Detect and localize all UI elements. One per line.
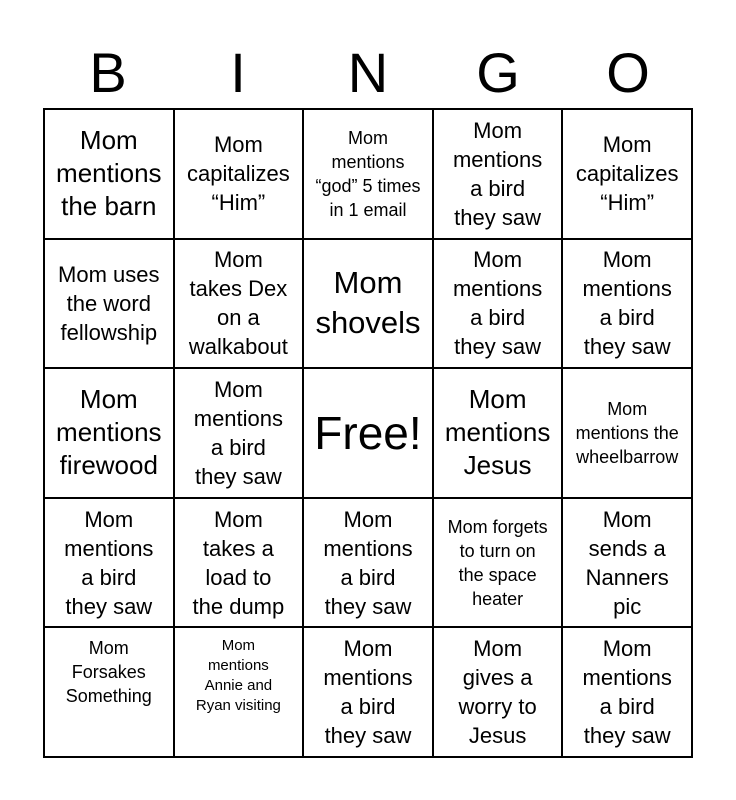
bingo-cell[interactable]: Mom mentions a bird they saw	[303, 627, 433, 757]
bingo-cell[interactable]: Mom mentions the barn	[44, 109, 174, 239]
bingo-cell[interactable]: Mom takes a load to the dump	[174, 498, 304, 628]
bingo-cell[interactable]: Mom mentions a bird they saw	[562, 627, 692, 757]
bingo-cell[interactable]: Mom mentions a bird they saw	[433, 109, 563, 239]
header-letter-n: N	[347, 41, 389, 104]
bingo-cell[interactable]: Mom mentions a bird they saw	[303, 498, 433, 628]
bingo-header	[43, 38, 693, 108]
bingo-cell[interactable]: Mom mentions “god” 5 times in 1 email	[303, 109, 433, 239]
bingo-grid	[43, 108, 693, 758]
header-letter-g: G	[476, 41, 520, 104]
bingo-cell[interactable]: Mom mentions a bird they saw	[433, 239, 563, 369]
bingo-cell[interactable]: Mom forgets to turn on the space heater	[433, 498, 563, 628]
header-letter-i: I	[230, 41, 246, 104]
bingo-cell[interactable]: Mom mentions a bird they saw	[174, 368, 304, 498]
header-letter-o: O	[606, 41, 650, 104]
bingo-cell[interactable]: Mom uses the word fellowship	[44, 239, 174, 369]
bingo-cell[interactable]: Mom mentions Jesus	[433, 368, 563, 498]
bingo-cell[interactable]: Mom mentions the wheelbarrow	[562, 368, 692, 498]
bingo-cell[interactable]: Mom mentions a bird they saw	[44, 498, 174, 628]
header-letter-b: B	[89, 41, 127, 104]
bingo-cell[interactable]: Mom capitalizes “Him”	[174, 109, 304, 239]
free-space-cell[interactable]: Free!	[303, 368, 433, 498]
bingo-cell[interactable]: Mom mentions Annie and Ryan visiting	[174, 627, 304, 757]
bingo-cell[interactable]: Mom gives a worry to Jesus	[433, 627, 563, 757]
bingo-cell[interactable]: Mom capitalizes “Him”	[562, 109, 692, 239]
bingo-cell[interactable]: Mom mentions a bird they saw	[562, 239, 692, 369]
bingo-cell[interactable]: Mom takes Dex on a walkabout	[174, 239, 304, 369]
bingo-cell[interactable]: Mom sends a Nanners pic	[562, 498, 692, 628]
bingo-cell[interactable]: Mom mentions firewood	[44, 368, 174, 498]
bingo-cell[interactable]: Mom Forsakes Something	[44, 627, 174, 757]
bingo-cell[interactable]: Mom shovels	[303, 239, 433, 369]
